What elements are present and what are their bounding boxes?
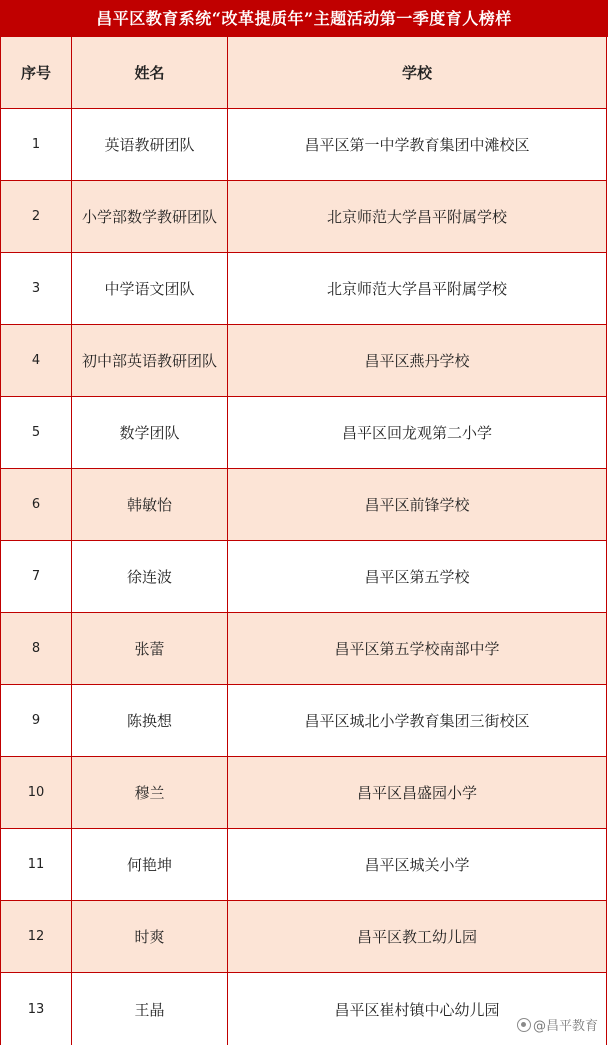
cell-name: 小学部数学教研团队	[72, 181, 228, 253]
cell-name: 张蕾	[72, 613, 228, 685]
cell-index: 4	[1, 325, 72, 397]
cell-index: 6	[1, 469, 72, 541]
cell-index: 8	[1, 613, 72, 685]
cell-school: 昌平区前锋学校	[228, 469, 607, 541]
cell-name: 陈换想	[72, 685, 228, 757]
cell-index: 13	[1, 973, 72, 1046]
cell-school: 北京师范大学昌平附属学校	[228, 253, 607, 325]
cell-index: 1	[1, 109, 72, 181]
cell-name: 穆兰	[72, 757, 228, 829]
cell-school: 昌平区城北小学教育集团三街校区	[228, 685, 607, 757]
header-index: 序号	[1, 37, 72, 109]
cell-name: 徐连波	[72, 541, 228, 613]
cell-index: 5	[1, 397, 72, 469]
cell-name: 初中部英语教研团队	[72, 325, 228, 397]
cell-name: 数学团队	[72, 397, 228, 469]
cell-school: 北京师范大学昌平附属学校	[228, 181, 607, 253]
cell-school: 昌平区第五学校	[228, 541, 607, 613]
table-row	[1, 613, 607, 685]
cell-index: 10	[1, 757, 72, 829]
table-row	[1, 757, 607, 829]
table-header-row	[1, 37, 607, 109]
cell-school: 昌平区城关小学	[228, 829, 607, 901]
header-name: 姓名	[72, 37, 228, 109]
table-row	[1, 685, 607, 757]
cell-name: 时爽	[72, 901, 228, 973]
cell-index: 7	[1, 541, 72, 613]
header-school: 学校	[228, 37, 607, 109]
cell-index: 9	[1, 685, 72, 757]
table-row	[1, 901, 607, 973]
table-row	[1, 541, 607, 613]
cell-name: 韩敏怡	[72, 469, 228, 541]
cell-index: 12	[1, 901, 72, 973]
cell-index: 3	[1, 253, 72, 325]
circle-logo-icon	[517, 1018, 531, 1032]
cell-school: 昌平区燕丹学校	[228, 325, 607, 397]
cell-name: 英语教研团队	[72, 109, 228, 181]
table-row	[1, 829, 607, 901]
table-row	[1, 469, 607, 541]
cell-school: 昌平区第五学校南部中学	[228, 613, 607, 685]
cell-name: 何艳坤	[72, 829, 228, 901]
table-row	[1, 325, 607, 397]
watermark	[517, 1015, 598, 1034]
cell-school: 昌平区教工幼儿园	[228, 901, 607, 973]
watermark-text: @昌平教育	[532, 1019, 598, 1034]
cell-school: 昌平区回龙观第二小学	[228, 397, 607, 469]
cell-school: 昌平区第一中学教育集团中滩校区	[228, 109, 607, 181]
cell-index: 11	[1, 829, 72, 901]
cell-name: 王晶	[72, 973, 228, 1046]
cell-name: 中学语文团队	[72, 253, 228, 325]
table-row	[1, 109, 607, 181]
table-title: 昌平区教育系统“改革提质年”主题活动第一季度育人榜样	[0, 0, 608, 37]
table-row	[1, 397, 607, 469]
table-row	[1, 181, 607, 253]
cell-index: 2	[1, 181, 72, 253]
honor-table	[0, 37, 607, 1045]
cell-school: 昌平区崔村镇中心幼儿园	[228, 973, 607, 1046]
cell-school: 昌平区昌盛园小学	[228, 757, 607, 829]
table-row	[1, 253, 607, 325]
table-row	[1, 973, 607, 1046]
